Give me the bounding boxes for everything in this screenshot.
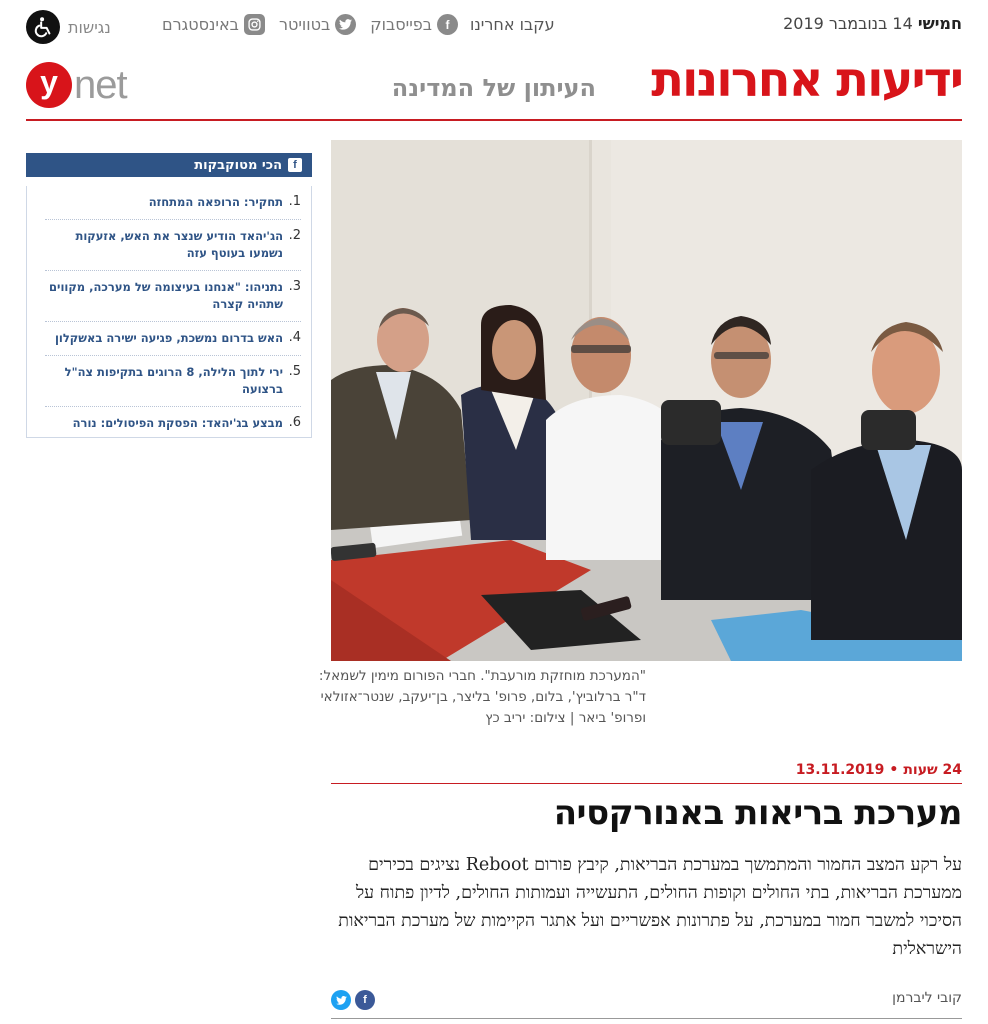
share-buttons xyxy=(331,990,375,1010)
list-item-number: 2. xyxy=(288,228,301,243)
instagram-follow-link[interactable] xyxy=(162,14,265,35)
list-item[interactable] xyxy=(45,186,301,220)
accessibility-button[interactable] xyxy=(26,10,111,44)
list-item-link[interactable]: הג'יהאד הודיע שנצר את האש, אזעקות נשמעו בעוטף עזה xyxy=(75,229,283,260)
facebook-follow-label: בפייסבוק xyxy=(370,15,433,34)
top-utility-bar xyxy=(0,0,988,52)
masthead xyxy=(0,52,988,120)
follow-label: עקבו אחרינו xyxy=(470,15,555,34)
list-item-number: 4. xyxy=(288,330,301,345)
ynet-logo-y: y xyxy=(26,62,72,108)
section-label[interactable]: 24 שעות xyxy=(903,762,962,778)
date-day: חמישי xyxy=(917,14,962,33)
list-item-number: 5. xyxy=(288,364,301,379)
author-row xyxy=(331,988,962,1018)
twitter-follow-link[interactable] xyxy=(279,14,356,35)
most-commented-header xyxy=(26,153,312,177)
social-follow-bar xyxy=(154,14,555,35)
list-item-link[interactable]: ירי לתוך הלילה, 8 הרוגים בתקיפות צה"ל ברצועה xyxy=(64,365,283,396)
date-value: 14 בנובמבר 2019 xyxy=(783,14,913,33)
list-item[interactable] xyxy=(45,220,301,271)
most-commented-widget xyxy=(26,153,312,438)
meta-divider xyxy=(331,783,962,784)
facebook-icon: f xyxy=(437,14,458,35)
list-item[interactable] xyxy=(45,356,301,407)
list-item[interactable] xyxy=(45,407,301,438)
article-meta xyxy=(796,762,962,778)
list-item-link[interactable]: תחקיר: הרופאה המתחזה xyxy=(148,195,283,209)
facebook-share-icon[interactable]: f xyxy=(355,990,375,1010)
accessibility-label: נגישות xyxy=(68,17,111,37)
most-commented-list xyxy=(45,186,301,438)
facebook-icon: f xyxy=(288,158,302,172)
article-lead: על רקע המצב החמור והמתמשך במערכת הבריאות, קיבץ פורום Reboot נציגים בכירים ממערכת הבריאות, בתי החולים וקופות החולים, התעשייה ועמותות החולים, לדיון פתוח על הסיכוי למשבר חמור במערכת, על פתרונות אפשריים ועל אתגר הקיימות של מערכת הבריאות הישראלית xyxy=(338,855,962,959)
current-date xyxy=(783,14,962,33)
list-item-number: 3. xyxy=(288,279,301,294)
list-item[interactable] xyxy=(45,271,301,322)
article-date: 13.11.2019 xyxy=(795,762,885,778)
newspaper-logo[interactable]: ידיעות אחרונות xyxy=(651,52,962,108)
instagram-icon xyxy=(244,14,265,35)
twitter-icon xyxy=(335,14,356,35)
article-photo[interactable] xyxy=(331,140,962,661)
most-commented-list-container[interactable] xyxy=(26,186,312,438)
list-item-link[interactable]: מבצע בג'יהאד: הפסקת הפיסולים: נורה xyxy=(72,416,283,430)
masthead-divider xyxy=(26,119,962,121)
twitter-follow-label: בטוויטר xyxy=(278,15,331,34)
newspaper-tagline: העיתון של המדינה xyxy=(391,74,596,102)
article-bottom-divider xyxy=(331,1018,962,1019)
instagram-follow-label: באינסטגרם xyxy=(162,15,239,34)
ynet-logo-net: net xyxy=(74,62,127,107)
list-item-link[interactable]: האש בדרום נמשכת, פגיעה ישירה באשקלון xyxy=(54,331,283,345)
ynet-logo[interactable] xyxy=(26,62,127,108)
list-item-number: 6. xyxy=(288,415,301,430)
list-item-link[interactable]: נתניהו: "אנחנו בעיצומה של מערכה, מקווים שתהיה קצרה xyxy=(49,280,283,311)
facebook-follow-link[interactable] xyxy=(370,14,458,35)
accessibility-icon xyxy=(26,10,60,44)
photo-caption: "המערכת מוחזקת מורעבת". חברי הפורום מימין לשמאל: ד"ר ברלוביץ', בלום, פרופ' בליצר, בן־יעקב, שנטר־אזולאי ופרופ' ביאר | צילום: יריב כץ xyxy=(318,668,646,726)
twitter-share-icon[interactable] xyxy=(331,990,351,1010)
most-commented-title: הכי מטוקבקות xyxy=(194,157,282,173)
list-item[interactable] xyxy=(45,322,301,356)
meta-separator: • xyxy=(889,762,899,778)
list-item-number: 1. xyxy=(288,194,301,209)
article-headline: מערכת בריאות באנורקסיה xyxy=(553,793,962,833)
article-author[interactable]: קובי ליברמן xyxy=(892,990,962,1006)
